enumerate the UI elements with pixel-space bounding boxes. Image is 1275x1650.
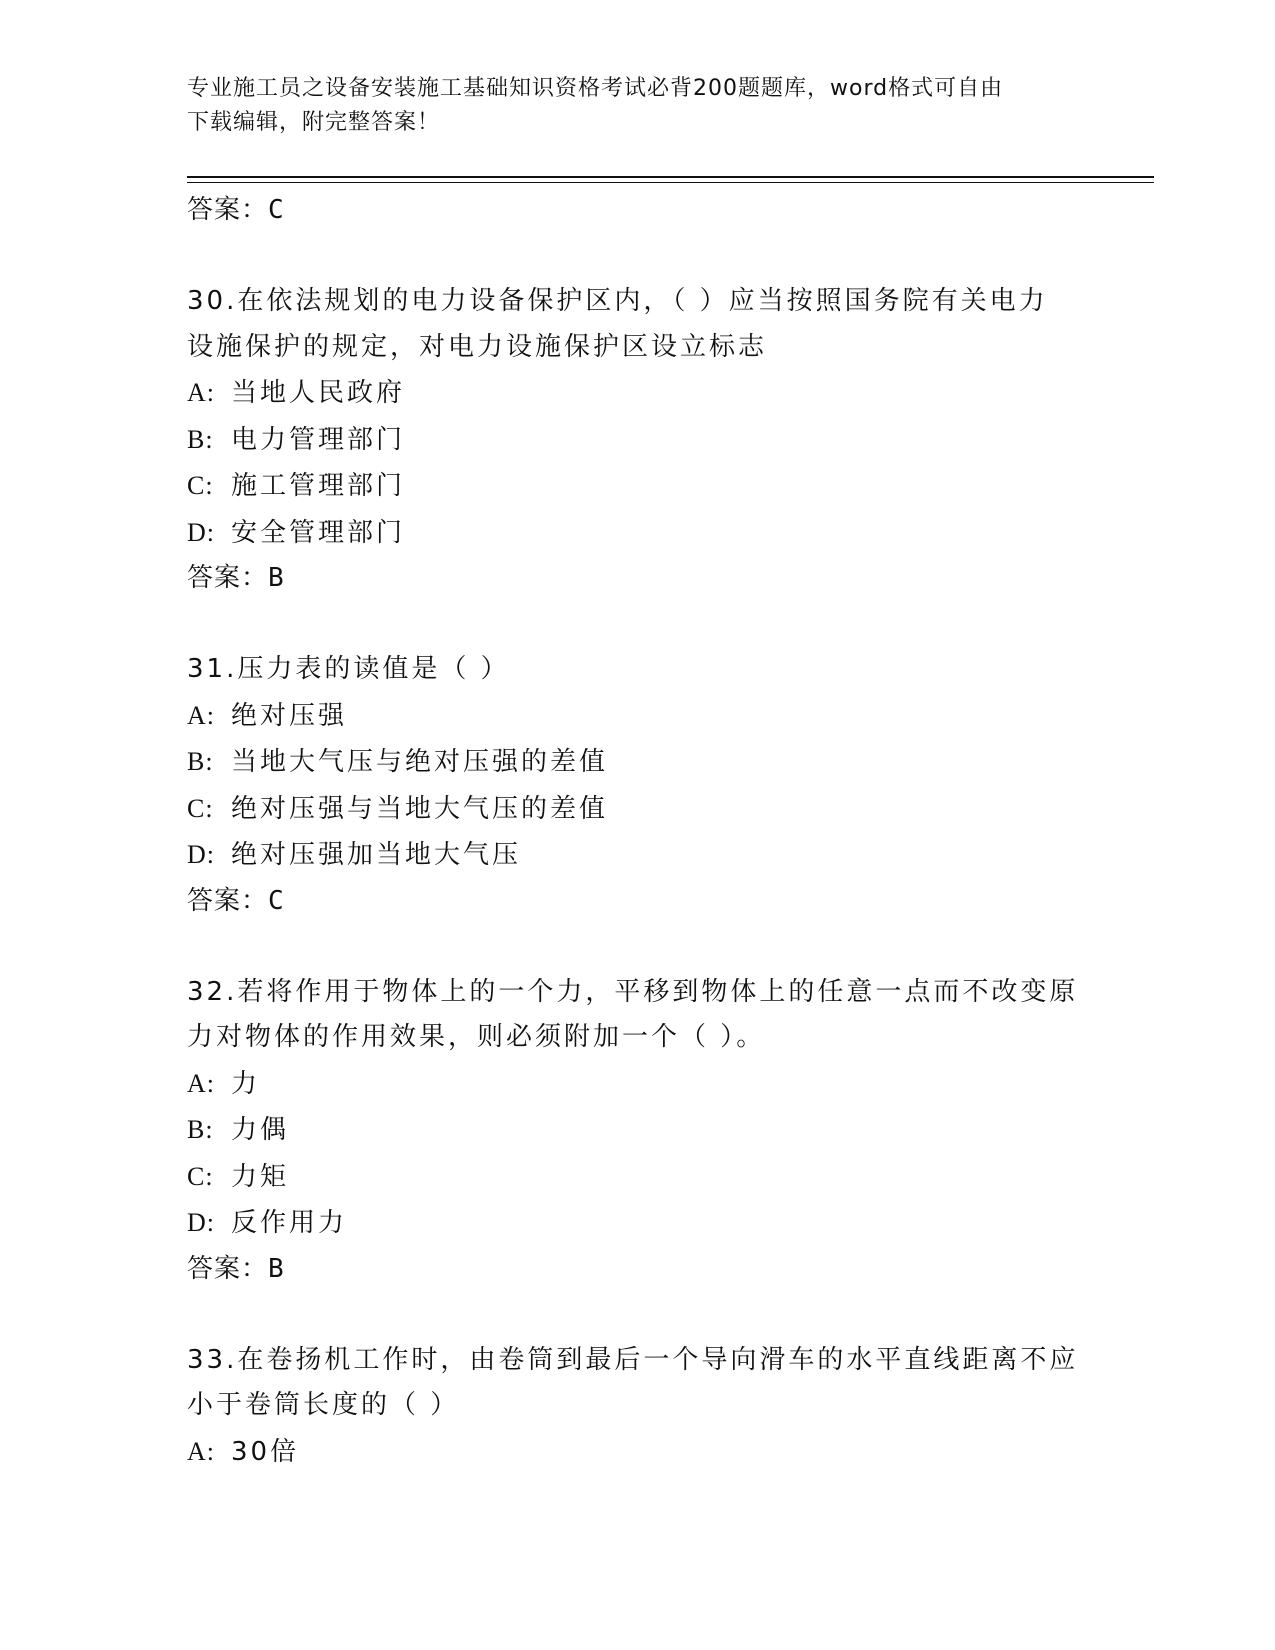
spacer (187, 924, 1087, 970)
question-stem-line: 力对物体的作用效果，则必须附加一个（ ）。 (187, 1022, 766, 1052)
option-letter: A: (187, 378, 215, 407)
spacer (187, 234, 1087, 280)
question-32 (187, 970, 1087, 1293)
option-text: 绝对压强 (231, 700, 348, 731)
option-letter: C: (187, 793, 214, 823)
option-b (187, 739, 1087, 786)
option-text: 绝对压强加当地大气压 (231, 840, 522, 870)
question-answer (187, 556, 1087, 602)
option-text: 当地人民政府 (231, 378, 406, 408)
answer-value: C (268, 885, 285, 916)
document-header (187, 72, 1067, 140)
option-letter: D: (187, 1208, 215, 1237)
spacer (187, 1292, 1087, 1338)
option-d (187, 510, 1087, 557)
question-answer (187, 879, 1087, 925)
option-letter: C: (187, 1161, 214, 1191)
question-list (187, 188, 1087, 1475)
option-b (187, 417, 1087, 464)
option-letter: B: (187, 747, 214, 776)
question-31 (187, 647, 1087, 924)
answer-value: B (268, 1253, 285, 1284)
option-b (187, 1107, 1087, 1154)
question-stem-line: 设施保护的规定，对电力设施保护区设立标志 (187, 331, 768, 362)
option-c (187, 463, 1087, 510)
option-a (187, 1429, 1087, 1476)
option-a (187, 1061, 1087, 1108)
option-letter: A: (187, 1068, 215, 1098)
header-line-2: 下载编辑，附完整答案！ (187, 110, 441, 135)
option-text: 30倍 (231, 1436, 300, 1467)
question-33 (187, 1338, 1087, 1476)
header-divider-thick (187, 176, 1154, 178)
option-a (187, 370, 1087, 417)
header-divider-thin (187, 182, 1154, 183)
spacer (187, 602, 1087, 648)
question-stem-line: 33.在卷扬机工作时，由卷筒到最后一个导向滑车的水平直线距离不应 (187, 1344, 1079, 1375)
header-line-1: 专业施工员之设备安装施工基础知识资格考试必背200题题库，word格式可自由 (187, 76, 1004, 101)
option-text: 力 (231, 1068, 261, 1099)
option-text: 施工管理部门 (231, 471, 406, 501)
answer-label: 答案： (187, 563, 269, 593)
option-letter: D: (187, 840, 215, 869)
option-text: 反作用力 (231, 1208, 348, 1238)
answer-label: 答案： (187, 885, 269, 916)
option-c (187, 1154, 1087, 1201)
answer-label: 答案： (187, 195, 269, 225)
option-text: 力矩 (231, 1161, 290, 1192)
previous-answer (187, 188, 1087, 234)
option-letter: A: (187, 700, 215, 730)
answer-value: B (268, 563, 285, 593)
answer-value: C (268, 195, 285, 225)
question-answer (187, 1247, 1087, 1293)
option-d (187, 1200, 1087, 1247)
question-stem-line: 31.压力表的读值是（ ） (187, 654, 510, 684)
option-a (187, 693, 1087, 740)
option-letter: B: (187, 1115, 214, 1144)
question-stem-line: 32.若将作用于物体上的一个力，平移到物体上的任意一点而不改变原 (187, 976, 1079, 1007)
option-text: 安全管理部门 (231, 517, 406, 548)
option-letter: D: (187, 517, 215, 547)
option-text: 力偶 (231, 1115, 290, 1145)
option-text: 绝对压强与当地大气压的差值 (231, 793, 609, 824)
option-text: 电力管理部门 (231, 424, 406, 455)
option-text: 当地大气压与绝对压强的差值 (231, 747, 609, 777)
option-letter: B: (187, 424, 214, 454)
answer-label: 答案： (187, 1253, 269, 1284)
option-letter: C: (187, 471, 214, 500)
option-c (187, 786, 1087, 833)
question-30 (187, 279, 1087, 602)
option-d (187, 832, 1087, 879)
question-stem-line: 30.在依法规划的电力设备保护区内，（ ）应当按照国务院有关电力 (187, 286, 1048, 316)
option-letter: A: (187, 1436, 215, 1466)
question-stem-line: 小于卷筒长度的（ ） (187, 1390, 460, 1420)
